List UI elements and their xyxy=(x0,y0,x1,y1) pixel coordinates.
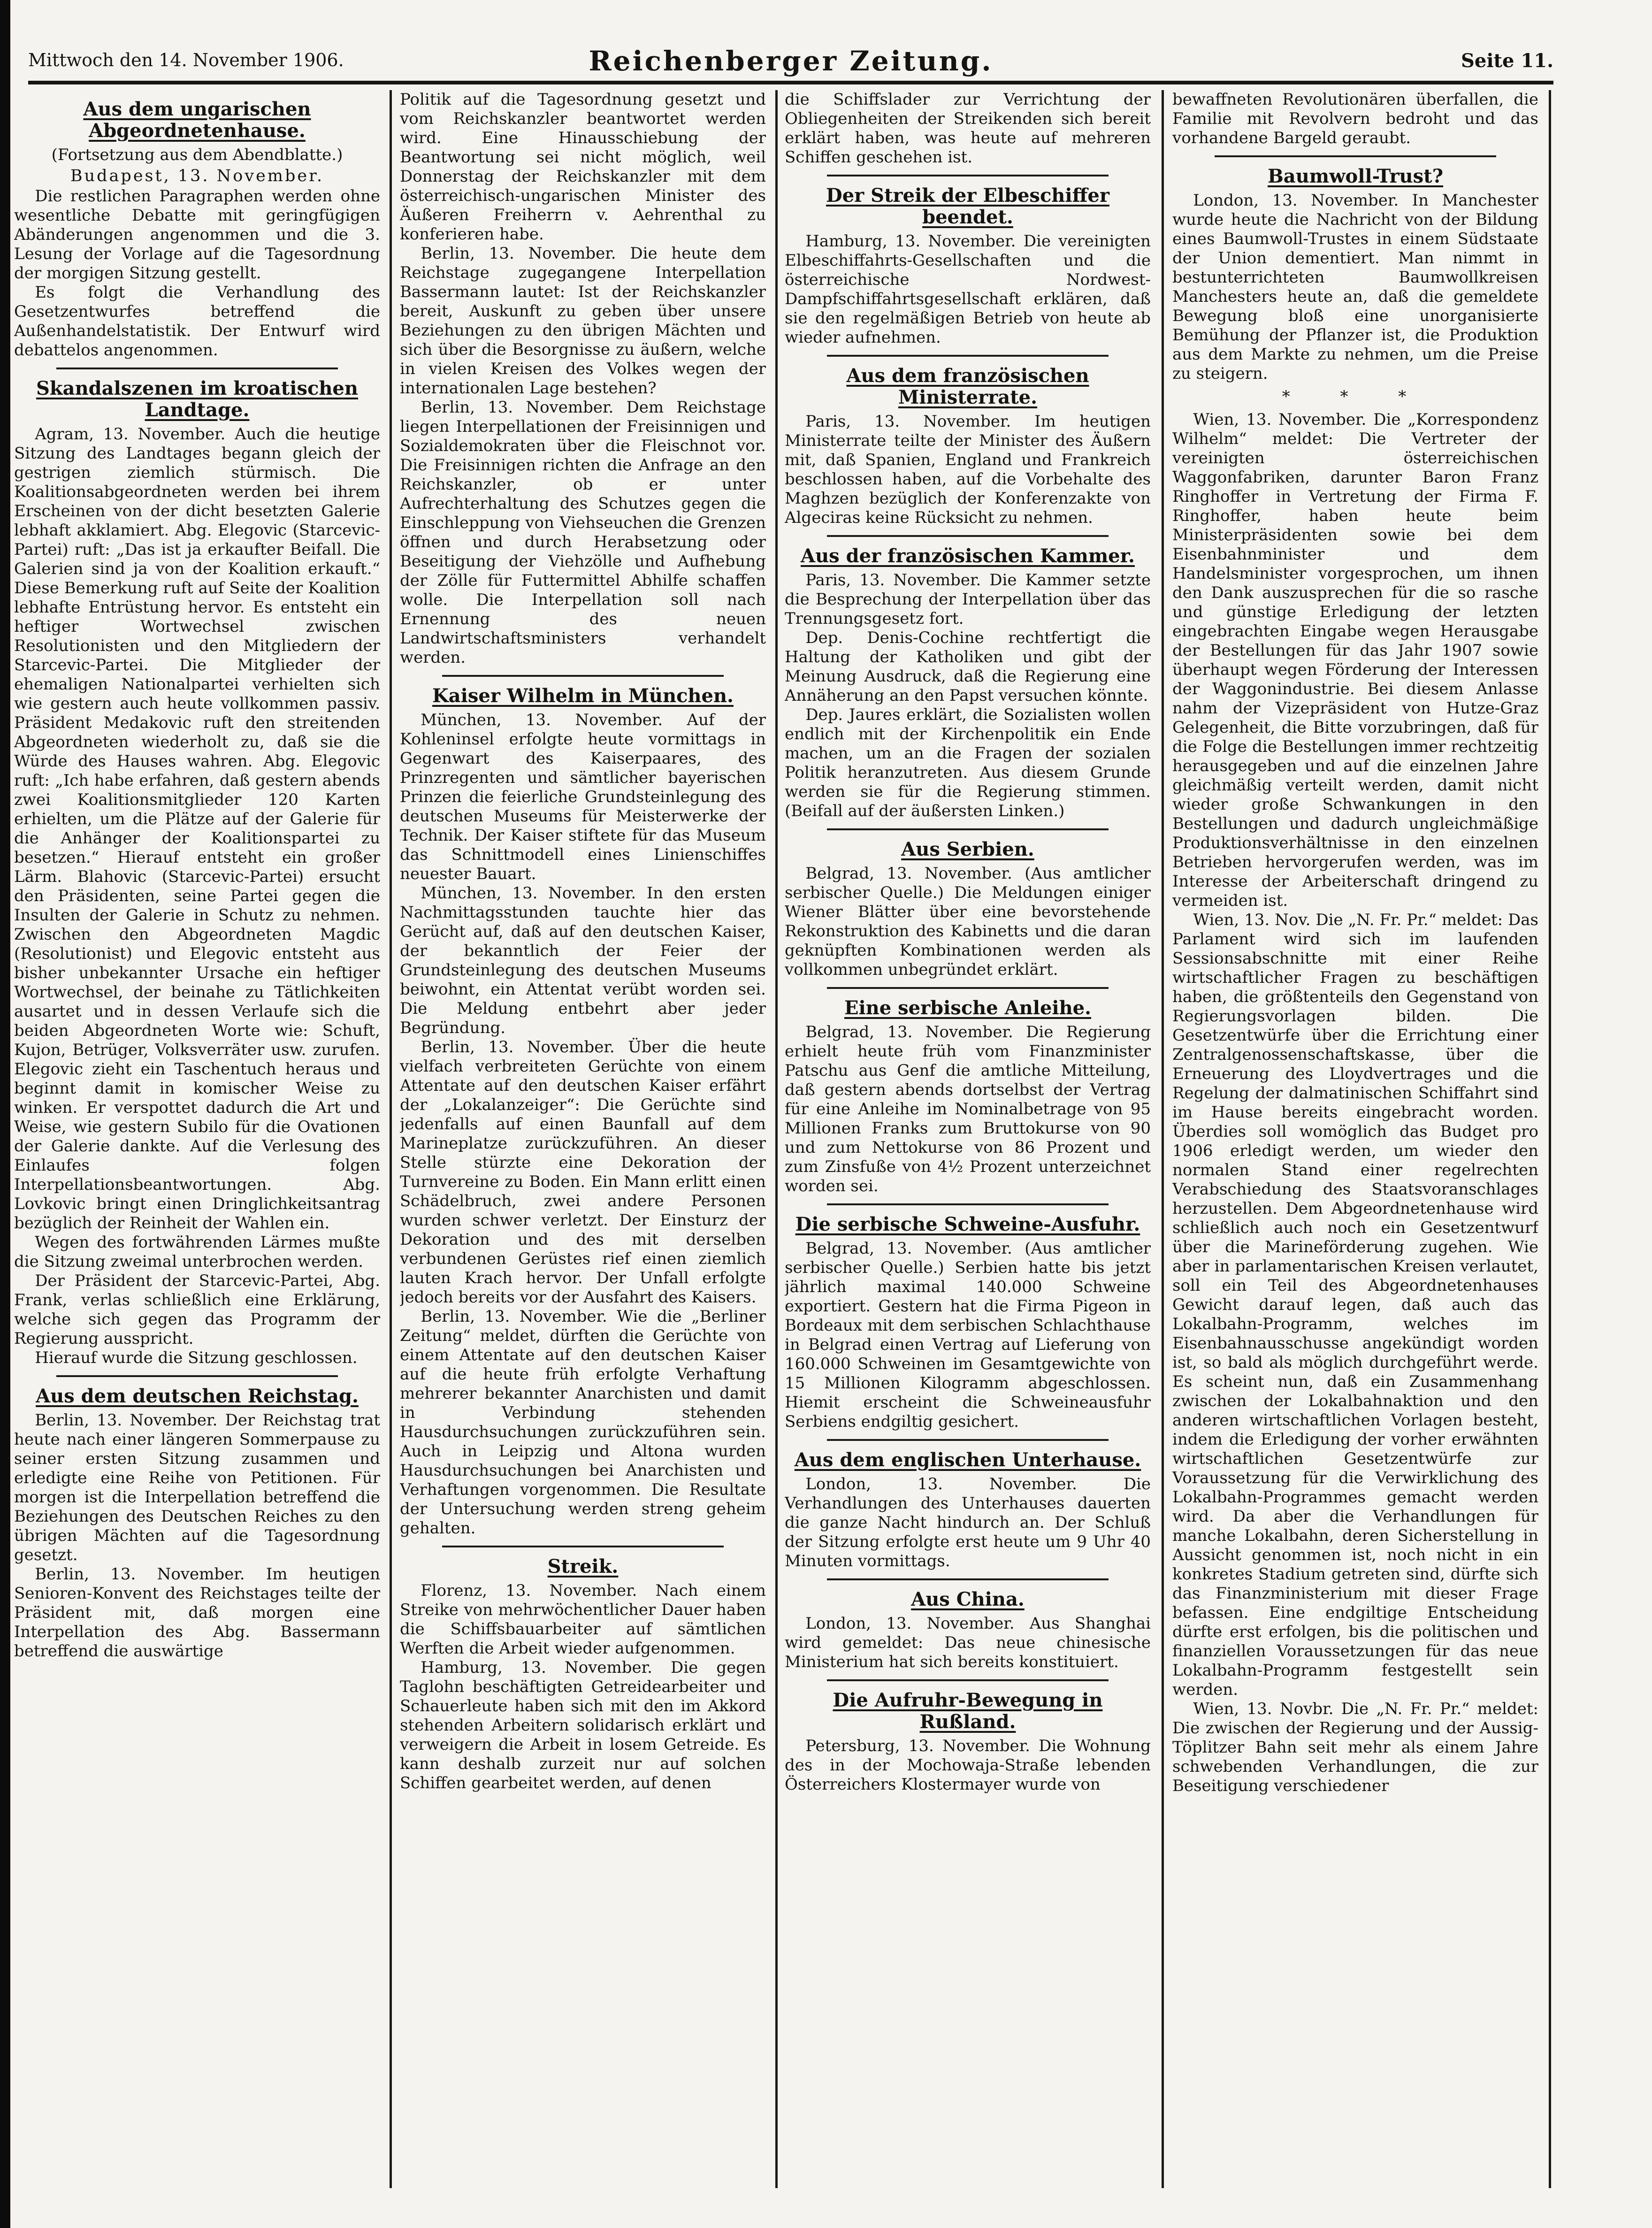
headline-kroatischer-landtag: Skandalszenen im kroatischen Landtage. xyxy=(36,377,358,421)
article-paragraph: Wien, 13. Nov. Die „N. Fr. Pr.“ meldet: Das Parlament wird sich im laufenden Sessionsabschnitte mit einer Reihe wirtschaftlicher Fragen zu beschäftigen haben, die größtenteils den Gegenstand von Regierungsvorlagen bilden. Die Gesetzentwürfe über die Errichtung einer Zentralgenossenschaftskasse, über die Erneuerung des Lloydvertrages und die Regelung der dalmatinischen Schiffahrt sind im Hause bereits eingebracht worden. Überdies soll womöglich das Budget pro 1906 erledigt werden, um wieder den normalen Stand einer regelrechten Verabschiedung des Staatsvoranschlages herzustellen. Dem Abgeordnetenhause wird schließlich auch noch ein Gesetzentwurf über die Marineförderung zugehen. Wie aber in parlamentarischen Kreisen verlautet, soll ein Teil des Abgeordnetenhauses Gewicht darauf legen, daß auch das Lokalbahn-Programm, welches im Eisenbahnausschusse angekündigt worden ist, so bald als möglich durchgeführt werde. Es scheint nun, daß ein Zusammenhang zwischen der Lokalbahnaktion und den anderen wirtschaftlichen Vorlagen besteht, indem die Erledigung der vorher erwähnten wirtschaftlichen Gesetzentwürfe zur Voraussetzung für die Verwirklichung des Lokalbahn-Programmes gemacht werden wird. Da aber die Verhandlungen für manche Lokalbahn, deren Sicherstellung in Aussicht genommen ist, noch nicht in ein konkretes Stadium getreten sind, dürfte sich das Finanzministerium mit dieser Frage befassen. Eine endgiltige Entscheidung dürfte erst erfolgen, bis die politischen und finanziellen Voraussetzungen für das neue Lokalbahn-Programm festgestellt sein werden. xyxy=(1172,911,1538,1699)
article-paragraph: Der Präsident der Starcevic-Partei, Abg. Frank, verlas schließlich eine Erklärung, welche sich gegen das Programm der Regierung ausspricht. xyxy=(14,1271,380,1348)
article-paragraph: München, 13. November. Auf der Kohleninsel erfolgte heute vormittags in Gegenwart des Kaiserpaares, des Prinzregenten und sämtlicher bayerischen Prinzen die feierliche Grundsteinlegung des deutschen Museums für Meisterwerke der Technik. Der Kaiser stiftete für das Museum das Schnittmodell eines Linienschiffes neuester Bauart. xyxy=(400,711,766,883)
header-date: Mittwoch den 14. November 1906. xyxy=(28,50,344,70)
column-rule xyxy=(775,90,778,2188)
article-paragraph: London, 13. November. Aus Shanghai wird gemeldet: Das neue chinesische Ministerium hat sich bereits konstituiert. xyxy=(785,1614,1151,1671)
headline-ungarisches-abgeordnetenhaus: Aus dem ungarischen Abgeordnetenhause. xyxy=(83,98,311,142)
article-paragraph: Hamburg, 13. November. Die vereinigten Elbeschiffahrts-Gesellschaften und die österreichische Nordwest-Dampfschiffahrtsgesellschaft erklären, daß sie den regelmäßigen Betrieb von heute ab wieder aufnehmen. xyxy=(785,232,1151,347)
article-paragraph: München, 13. November. In den ersten Nachmittagsstunden tauchte hier das Gerücht auf, daß auf den deutschen Kaiser, der bekanntlich der Feier der Grundsteinlegung des deutschen Museums beiwohnt, ein Attentat verübt worden sei. Die Meldung entbehrt aber jeder Begründung. xyxy=(400,884,766,1037)
article-paragraph: Politik auf die Tagesordnung gesetzt und vom Reichskanzler beantwortet werden wird. Eine Hinausschiebung der Beantwortung sei nicht möglich, weil Donnerstag der Reichskanzler mit dem österreichisch-ungarischen Minister des Äußeren Freiherrn v. Aehrenthal zu konferieren habe. xyxy=(400,90,766,244)
article-paragraph: Hamburg, 13. November. Die gegen Taglohn beschäftigten Getreidearbeiter und Schauerleute haben sich mit den im Akkord stehenden Arbeitern solidarisch erklärt und verweigern die Arbeit in losem Getreide. Es kann deshalb zurzeit nur auf solchen Schiffen gearbeitet werden, auf denen xyxy=(400,1658,766,1792)
article-divider xyxy=(827,1203,1109,1205)
article-paragraph: die Schiffslader zur Verrichtung der Obliegenheiten der Streikenden sich bereit erklärt haben, was heute auf mehreren Schiffen geschehen ist. xyxy=(785,90,1151,167)
headline-franzoesische-kammer: Aus der französischen Kammer. xyxy=(801,545,1135,567)
dateline-budapest: Budapest, 13. November. xyxy=(70,167,324,185)
article-paragraph: Dep. Denis-Cochine rechtfertigt die Haltung der Katholiken und gibt der Meinung Ausdruck, daß die Regierung eine Annäherung an den Papst versuchen könnte. xyxy=(785,628,1151,705)
article-paragraph: Es folgt die Verhandlung des Gesetzentwurfes betreffend die Außenhandelstatistik. Der Entwurf wird debattelos angenommen. xyxy=(14,283,380,360)
article-paragraph: Florenz, 13. November. Nach einem Streike von mehrwöchentlicher Dauer haben die Schiffsbauarbeiter auf sämtlichen Werften die Arbeit wieder aufgenommen. xyxy=(400,1581,766,1658)
article-paragraph: Agram, 13. November. Auch die heutige Sitzung des Landtages begann gleich der gestrigen ziemlich stürmisch. Die Koalitionsabgeordneten werden bei ihrem Erscheinen von der dicht besetzten Galerie lebhaft akklamiert. Abg. Elegovic (Starcevic-Partei) ruft: „Das ist ja erkaufter Beifall. Die Galerien sind ja von der Koalition erkauft.“ Diese Bemerkung ruft auf Seite der Koalition lebhafte Entrüstung hervor. Es entsteht ein heftiger Wortwechsel zwischen Resolutionisten und den Mitgliedern der Starcevic-Partei. Die Mitglieder der ehemaligen Nationalpartei verhielten sich wie gestern auch heute vollkommen passiv. Präsident Medakovic ruft den streitenden Abgeordneten wiederholt zu, daß sie die Würde des Hauses wahren. Abg. Elegovic ruft: „Ich habe erfahren, daß gestern abends zwei Koalitionsmitglieder 120 Karten erhielten, um die Plätze auf der Galerie für die Anhänger der Koalitionspartei zu besetzen.“ Hierauf entsteht ein großer Lärm. Blahovic (Starcevic-Partei) ersucht den Präsidenten, seine Partei gegen die Insulten der Galerie in Schutz zu nehmen. Zwischen den Abgeordneten Magdic (Resolutionist) und Elegovic entsteht aus bisher unbekannter Ursache ein heftiger Wortwechsel, der beinahe zu Tätlichkeiten ausartet und in dessen Verlaufe sich die beiden Abgeordneten Worte wie: Schuft, Kujon, Betrüger, Volksverräter usw. zurufen. Elegovic zieht ein Taschentuch heraus und beginnt damit in komischer Weise zu winken. Er verspottet dadurch die Art und Weise, wie gestern Subilo für die Ovationen der Galerie dankte. Auf die Verlesung des Einlaufes folgen Interpellationsbeantwortungen. Abg. Lovkovic bringt einen Dringlichkeitsantrag bezüglich der Reinheit der Wahlen ein. xyxy=(14,425,380,1233)
headline-elbeschiffer-streik: Der Streik der Elbeschiffer beendet. xyxy=(826,184,1109,228)
article-paragraph: Berlin, 13. November. Wie die „Berliner Zeitung“ meldet, dürften die Gerüchte von einem Attentate auf den deutschen Kaiser auf die heute früh erfolgte Verhaftung mehrerer bekannter Anarchisten und damit in Verbindung stehenden Hausdurchsuchungen zurückzuführen sein. Auch in Leipzig und Altona wurden Hausdurchsuchungen bei Anarchisten und Verhaftungen vorgenommen. Die Resultate der Untersuchung werden streng geheim gehalten. xyxy=(400,1307,766,1538)
article-paragraph: Belgrad, 13. November. (Aus amtlicher serbischer Quelle.) Die Meldungen einiger Wiener Blätter über eine bevorstehende Rekonstruktion des Kabinetts und die daran geknüpften Kombinationen werden als vollkommen unbegründet erklärt. xyxy=(785,864,1151,979)
headline-kaiser-wilhelm-muenchen: Kaiser Wilhelm in München. xyxy=(432,685,734,707)
article-paragraph: Wien, 13. November. Die „Korrespondenz Wilhelm“ meldet: Die Vertreter der vereinigten österreichischen Waggonfabriken, darunter Baron Franz Ringhoffer in Vertretung der Firma F. Ringhoffer, haben heute beim Ministerpräsidenten sowie bei dem Eisenbahnminister und dem Handelsminister vorgesprochen, um ihnen den Dank auszusprechen für die so rasche und günstige Erledigung der letzten eingebrachten Eingabe wegen Herausgabe der Bestellungen für das Jahr 1907 sowie überhaupt wegen Förderung der Interessen der Waggonindustrie. Bei diesem Anlasse nahm der Vizepräsident von Hutze-Graz Gelegenheit, die Bitte vorzubringen, daß für die Folge die Bestellungen immer rechtzeitig herausgegeben und auf die einzelnen Jahre gleichmäßig verteilt werden, damit nicht wieder große Schwankungen in den Bestellungen und dadurch ungleichmäßige Produktionsverhältnisse in den einzelnen Betrieben hervorgerufen werden, was im Interesse der Arbeiterschaft dringend zu vermeiden ist. xyxy=(1172,410,1538,910)
article-divider xyxy=(442,1546,724,1547)
column-rule xyxy=(1162,90,1164,2188)
article-divider xyxy=(827,1578,1109,1580)
article-paragraph: Die restlichen Paragraphen werden ohne wesentliche Debatte mit geringfügigen Abänderungen angenommen und die 3. Lesung der Vorlage auf die Tagesordnung der morgigen Sitzung gestellt. xyxy=(14,187,380,283)
article-paragraph: London, 13. November. In Manchester wurde heute die Nachricht von der Bildung eines Baumwoll-Trustes in einem Südstaate der Union dementiert. Man nimmt in bestunterrichteten Baumwollkreisen Manchesters heute an, daß die gemeldete Bewegung bloß eine unorganisierte Bemühung der Pflanzer ist, die Produktion aus dem Markte zu nehmen, um die Preise zu steigern. xyxy=(1172,191,1538,383)
article-divider xyxy=(56,1375,338,1377)
headline-serbische-anleihe: Eine serbische Anleihe. xyxy=(844,997,1092,1019)
headline-englisches-unterhaus: Aus dem englischen Unterhause. xyxy=(794,1449,1141,1471)
article-divider xyxy=(56,368,338,369)
article-paragraph: Paris, 13. November. Im heutigen Ministerrate teilte der Minister des Äußern mit, daß Spanien, England und Frankreich beschlossen haben, auf die Vorbehalte des Maghzen bezüglich der Konferenzakte von Algeciras keine Rücksicht zu nehmen. xyxy=(785,412,1151,527)
headline-aus-china: Aus China. xyxy=(911,1588,1025,1610)
headline-aufruhr-russland: Die Aufruhr-Bewegung in Rußland. xyxy=(833,1689,1103,1733)
article-paragraph: Berlin, 13. November. Über die heute vielfach verbreiteten Gerüchte von einem Attentate auf den deutschen Kaiser erfährt der „Lokalanzeiger“: Die Gerüchte sind jedenfalls auf einen Baunfall auf dem Marineplatze zurückzuführen. An dieser Stelle stürzte eine Dekoration der Turnvereine zu Boden. Ein Mann erlitt einen Schädelbruch, zwei andere Personen wurden schwer verletzt. Der Einsturz der Dekoration und des mit derselben verbundenen Gerüstes rief einen ziemlich lauten Krach hervor. Der Unfall erfolgte jedoch bereits vor der Ausfahrt des Kaisers. xyxy=(400,1038,766,1307)
right-border-rule xyxy=(1549,90,1551,2188)
page-header xyxy=(28,28,1553,80)
article-divider xyxy=(827,535,1109,537)
page-number: Seite 11. xyxy=(1461,50,1553,72)
article-paragraph: Berlin, 13. November. Dem Reichstage liegen Interpellationen der Freisinnigen und Sozialdemokraten über die Fleischnot vor. Die Freisinnigen richten die Anfrage an den Reichskanzler, ob er unter Aufrechterhaltung des Schutzes gegen die Einschleppung von Viehseuchen die Grenzen öffnen und durch Herabsetzung oder Beseitigung der Viehzölle und Aufhebung der Zölle für Futtermittel Abhilfe schaffen wolle. Die Interpellation soll nach Ernennung des neuen Landwirtschaftsministers verhandelt werden. xyxy=(400,398,766,667)
headline-serbische-schweine-ausfuhr: Die serbische Schweine-Ausfuhr. xyxy=(795,1213,1140,1235)
article-paragraph: Berlin, 13. November. Die heute dem Reichstage zugegangene Interpellation Bassermann lautet: Ist der Reichskanzler bereit, Auskunft zu geben über unsere Beziehungen zu den übrigen Mächten und sich über die Besorgnisse zu äußern, welche in vielen Kreisen des Volkes wegen der internationalen Lage bestehen? xyxy=(400,244,766,398)
subhead-fortsetzung: (Fortsetzung aus dem Abendblatte.) xyxy=(51,145,343,164)
column-4 xyxy=(1172,90,1538,2188)
asterisk-separator: * * * xyxy=(1282,387,1429,406)
article-paragraph: Dep. Jaures erklärt, die Sozialisten wollen endlich mit der Kirchenpolitik ein Ende machen, um an die Fragen der sozialen Politik heranzutreten. Aus diesem Grunde werden sie für die Regierung stimmen. (Beifall auf der äußersten Linken.) xyxy=(785,705,1151,820)
article-paragraph: Berlin, 13. November. Im heutigen Senioren-Konvent des Reichstages teilte der Präsident mit, daß morgen eine Interpellation des Abg. Bassermann betreffend die auswärtige xyxy=(14,1565,380,1661)
article-paragraph: Wien, 13. Novbr. Die „N. Fr. Pr.“ meldet: Die zwischen der Regierung und der Aussig-Töplitzer Bahn seit mehr als einem Jahre schwebenden Verhandlungen, die zur Beseitigung verschiedener xyxy=(1172,1700,1538,1795)
headline-baumwoll-trust: Baumwoll-Trust? xyxy=(1267,165,1444,187)
headline-aus-serbien: Aus Serbien. xyxy=(901,838,1034,860)
headline-streik: Streik. xyxy=(547,1555,619,1577)
column-2 xyxy=(400,90,766,2188)
headline-deutscher-reichstag: Aus dem deutschen Reichstag. xyxy=(36,1385,359,1407)
headline-franzoesischer-ministerrat: Aus dem französischen Ministerrate. xyxy=(846,365,1089,408)
article-paragraph: Belgrad, 13. November. Die Regierung erhielt heute früh vom Finanzminister Patschu aus Genf die amtliche Mitteilung, daß gestern abends dortselbst der Vertrag für eine Anleihe im Nominalbetrage von 95 Millionen Franks zum Bruttokurse von 90 und zum Nettokurse von 86 Prozent und zum Zinsfuße von 4½ Prozent unterzeichnet worden sei. xyxy=(785,1023,1151,1195)
article-divider xyxy=(1215,155,1496,157)
header-rule xyxy=(28,81,1553,84)
scan-edge xyxy=(0,0,10,2228)
article-paragraph: Petersburg, 13. November. Die Wohnung des in der Mochowaja-Straße lebenden Österreichers Klostermayer wurde von xyxy=(785,1737,1151,1794)
article-divider xyxy=(827,355,1109,357)
article-paragraph: Wegen des fortwährenden Lärmes mußte die Sitzung zweimal unterbrochen werden. xyxy=(14,1233,380,1271)
article-divider xyxy=(827,828,1109,830)
column-1 xyxy=(14,90,380,2188)
article-paragraph: bewaffneten Revolutionären überfallen, die Familie mit Revolvern bedroht und das vorhandene Bargeld geraubt. xyxy=(1172,90,1538,147)
masthead-title: Reichenberger Zeitung. xyxy=(589,45,993,77)
article-paragraph: Paris, 13. November. Die Kammer setzte die Besprechung der Interpellation über das Trennungsgesetz fort. xyxy=(785,571,1151,628)
article-paragraph: Berlin, 13. November. Der Reichstag trat heute nach einer längeren Sommerpause zu seiner ersten Sitzung zusammen und erledigte eine Reihe von Petitionen. Für morgen ist die Interpellation betreffend die Beziehungen des Deutschen Reiches zu den übrigen Mächten auf die Tagesordnung gesetzt. xyxy=(14,1411,380,1564)
article-divider xyxy=(827,1679,1109,1681)
article-divider xyxy=(827,1439,1109,1441)
article-paragraph: London, 13. November. Die Verhandlungen des Unterhauses dauerten die ganze Nacht hindurch an. Der Schluß der Sitzung erfolgte erst heute um 9 Uhr 40 Minuten vormittags. xyxy=(785,1475,1151,1570)
article-divider xyxy=(827,987,1109,989)
column-3 xyxy=(785,90,1151,2188)
article-paragraph: Hierauf wurde die Sitzung geschlossen. xyxy=(35,1348,358,1367)
article-divider xyxy=(442,675,724,677)
article-divider xyxy=(827,175,1109,176)
article-paragraph: Belgrad, 13. November. (Aus amtlicher serbischer Quelle.) Serbien hatte bis jetzt jährlich maximal 140.000 Schweine exportiert. Gestern hat die Firma Pigeon in Bordeaux mit dem serbischen Schlachthause in Belgrad einen Vertrag auf Lieferung von 160.000 Schweinen im Gesamtgewichte von 15 Millionen Kilogramm abgeschlossen. Hiemit erscheint die Schweineausfuhr Serbiens endgiltig gesichert. xyxy=(785,1239,1151,1431)
column-rule xyxy=(390,90,392,2188)
